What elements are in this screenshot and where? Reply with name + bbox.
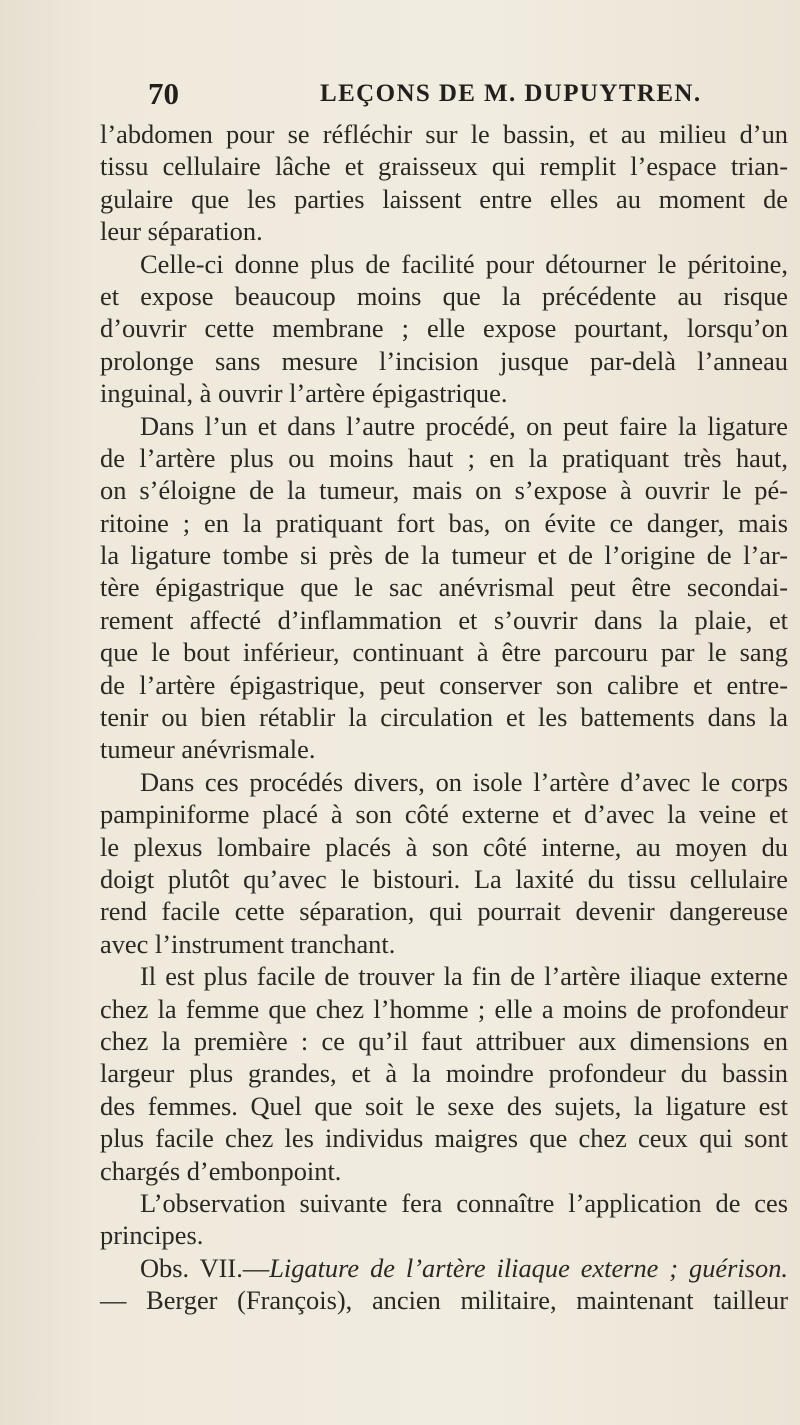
text-line: principes. (100, 1220, 204, 1251)
text-line: d’ouvrir cette membrane ; elle expose pourtant, lorsqu’on (100, 313, 788, 344)
text-line: rement affecté d’inflammation et s’ouvrir dans la plaie, et (100, 604, 788, 635)
text-line: de l’artère épigastrique, peut conserver son calibre et entre- (100, 669, 788, 700)
text-line: l’abdomen pour se réfléchir sur le bassin, et au milieu d’un (100, 119, 788, 149)
page-number: 70 (148, 76, 179, 111)
text-line: Dans ces procédés divers, on isole l’artère d’avec le corps (140, 766, 788, 797)
text-line: largeur plus grandes, et à la moindre profondeur du bassin (100, 1058, 788, 1089)
text-line: chez la femme que chez l’homme ; elle a moins de profondeur (100, 993, 788, 1024)
observation-title: Ligature de l’artère iliaque externe ; guérison. (269, 1252, 788, 1283)
text-line: prolonge sans mesure l’incision jusque par-delà l’anneau (100, 345, 788, 376)
text-line: et expose beaucoup moins que la précédente au risque (100, 280, 788, 311)
body-text (100, 118, 788, 1316)
text-line: tumeur anévrismale. (100, 734, 316, 765)
text-line: plus facile chez les individus maigres que chez ceux qui sont (100, 1123, 788, 1154)
observation-label: Obs. VII.— (140, 1252, 270, 1283)
text-line: des femmes. Quel que soit le sexe des sujets, la ligature est (100, 1090, 788, 1121)
text-line: tissu cellulaire lâche et graisseux qui remplit l’espace trian- (100, 151, 788, 182)
text-line: chargés d’embonpoint. (100, 1155, 342, 1186)
text-line: ritoine ; en la pratiquant fort bas, on évite ce danger, mais (100, 507, 788, 538)
text-line: doigt plutôt qu’avec le bistouri. La laxité du tissu cellulaire (100, 863, 788, 894)
running-head: LEÇONS DE M. DUPUYTREN. (320, 80, 702, 107)
text-line: le plexus lombaire placés à son côté interne, au moyen du (100, 831, 788, 862)
text-line: L’observation suivante fera connaître l’application de ces (140, 1187, 788, 1218)
page-header (148, 76, 748, 116)
text-line: leur séparation. (100, 216, 263, 247)
text-line: pampiniforme placé à son côté externe et d’avec la veine et (100, 799, 788, 830)
text-line: tère épigastrique que le sac anévrismal peut être secondai- (100, 572, 788, 603)
text-line: inguinal, à ouvrir l’artère épigastrique. (100, 378, 508, 409)
text-line: Dans l’un et dans l’autre procédé, on peut faire la ligature (140, 410, 788, 441)
observation-heading (100, 1252, 788, 1284)
text-line: Il est plus facile de trouver la fin de l’artère iliaque externe (140, 961, 788, 992)
text-line: on s’éloigne de la tumeur, mais on s’expose à ouvrir le pé- (100, 475, 788, 506)
text-line: gulaire que les parties laissent entre elles au moment de (100, 183, 788, 214)
text-line: Celle-ci donne plus de facilité pour détourner le péritoine, (140, 248, 788, 279)
text-line: — Berger (François), ancien militaire, maintenant tailleur (100, 1285, 788, 1316)
text-line: avec l’instrument tranchant. (100, 928, 396, 959)
text-line: de l’artère plus ou moins haut ; en la pratiquant très haut, (100, 442, 788, 473)
text-line: rend facile cette séparation, qui pourrait devenir dangereuse (100, 896, 788, 927)
text-line: que le bout inférieur, continuant à être parcouru par le sang (100, 637, 788, 668)
text-line: la ligature tombe si près de la tumeur et de l’origine de l’ar- (100, 540, 788, 571)
text-line: tenir ou bien rétablir la circulation et les battements dans la (100, 702, 788, 733)
text-line: chez la première : ce qu’il faut attribuer aux dimensions en (100, 1025, 788, 1056)
